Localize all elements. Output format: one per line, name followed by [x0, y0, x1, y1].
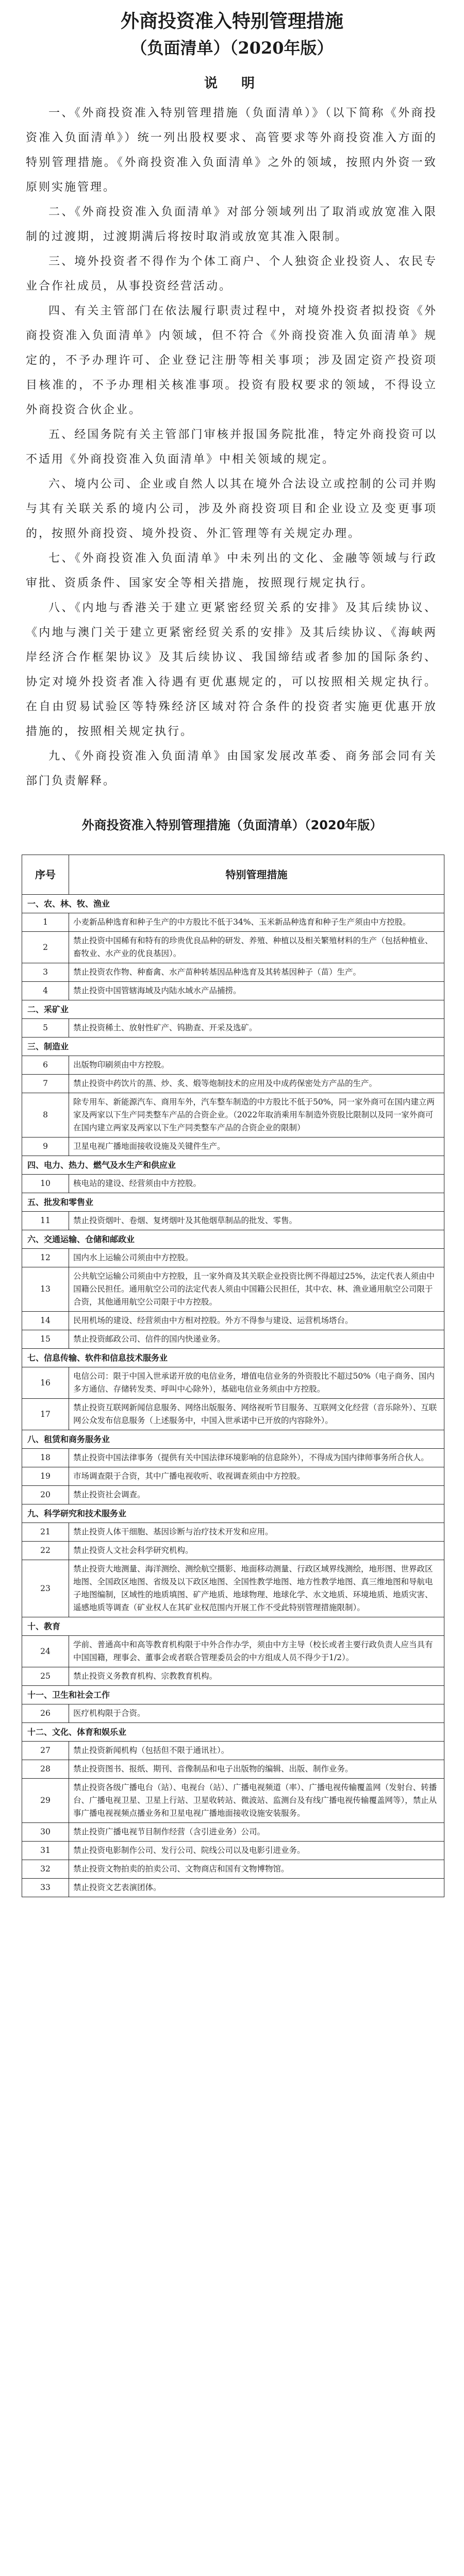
section-title: 三、制造业: [22, 1038, 444, 1056]
row-number: 22: [22, 1542, 69, 1560]
table-row: [22, 963, 444, 982]
row-number: 9: [22, 1138, 69, 1156]
section-title: 七、信息传输、软件和信息技术服务业: [22, 1349, 444, 1367]
document-title: 外商投资准入特别管理措施: [120, 10, 343, 32]
section-title: 六、交通运输、仓储和邮政业: [22, 1230, 444, 1249]
row-measure: 禁止投资广播电视节目制作经营（含引进业务）公司。: [69, 1823, 444, 1842]
row-number: 32: [22, 1860, 69, 1879]
row-measure: 禁止投资大地测量、海洋测绘、测绘航空摄影、地面移动测量、行政区域界线测绘，地形图、世界政区地图、全国政区地图、省级及以下政区地图、全国性教学地图、地方性教学地图、真三维地图和导航电子地图编制，区域性的地质填图、矿产地质、地球物理、地球化学、水文地质、环境地质、地质灾害、遥感地质等调查（矿业权人在其矿业权范围内开展工作不受此特别管理措施限制）。: [69, 1560, 444, 1617]
table-row: [22, 1449, 444, 1467]
section-row: [22, 1430, 444, 1449]
table-row: [22, 1056, 444, 1075]
explanation-paragraph: 五、经国务院有关主管部门审核并报国务院批准，特定外商投资可以不适用《外商投资准入负面清单》中相关领域的规定。: [26, 428, 437, 466]
section-title: 五、批发和零售业: [22, 1193, 444, 1212]
row-number: 23: [22, 1560, 69, 1617]
table-row: [22, 1560, 444, 1617]
row-number: 10: [22, 1175, 69, 1193]
section-title: 十一、卫生和社会工作: [22, 1686, 444, 1704]
table-row: [22, 1075, 444, 1093]
row-measure: 禁止投资人文社会科学研究机构。: [69, 1542, 444, 1560]
section-row: [22, 1156, 444, 1175]
row-measure: 禁止投资农作物、种畜禽、水产苗种转基因品种选育及其转基因种子（苗）生产。: [69, 963, 444, 982]
table-row: [22, 932, 444, 963]
row-number: 13: [22, 1267, 69, 1312]
table-row: [22, 1523, 444, 1542]
row-measure: 禁止投资中国法律事务（提供有关中国法律环境影响的信息除外），不得成为国内律师事务所合伙人。: [69, 1449, 444, 1467]
row-measure: 学前、普通高中和高等教育机构限于中外合作办学，须由中方主导（校长或者主要行政负责人应当具有中国国籍，理事会、董事会或者联合管理委员会的中方组成人员不得少于1/2）。: [69, 1636, 444, 1667]
section-row: [22, 1230, 444, 1249]
table-row: [22, 1704, 444, 1723]
table-row: [22, 913, 444, 932]
row-number: 27: [22, 1742, 69, 1760]
row-measure: 核电站的建设、经营须由中方控股。: [69, 1175, 444, 1193]
row-measure: 电信公司：限于中国入世承诺开放的电信业务，增值电信业务的外资股比不超过50%（电子商务、国内多方通信、存储转发类、呼叫中心除外），基础电信业务须由中方控股。: [69, 1367, 444, 1399]
row-number: 29: [22, 1779, 69, 1823]
table-row: [22, 1312, 444, 1330]
table-row: [22, 1486, 444, 1504]
row-number: 17: [22, 1399, 69, 1430]
table-header-row: [22, 855, 444, 895]
section-title: 四、电力、热力、燃气及水生产和供应业: [22, 1156, 444, 1175]
row-number: 4: [22, 982, 69, 1000]
table-row: [22, 1742, 444, 1760]
row-number: 7: [22, 1075, 69, 1093]
table-row: [22, 1093, 444, 1138]
section-title: 九、科学研究和技术服务业: [22, 1504, 444, 1523]
table-row: [22, 1667, 444, 1686]
row-number: 11: [22, 1212, 69, 1230]
table-row: [22, 1175, 444, 1193]
section-row: [22, 1504, 444, 1523]
row-measure: 除专用车、新能源汽车、商用车外，汽车整车制造的中方股比不低于50%，同一家外商可在国内建立两家及两家以下生产同类整车产品的合资企业。（2022年取消乘用车制造外资股比限制以及同一家外商可在国内建立两家及两家以下生产同类整车产品的合资企业的限制）: [69, 1093, 444, 1138]
row-number: 3: [22, 963, 69, 982]
table-row: [22, 1367, 444, 1399]
section-row: [22, 1349, 444, 1367]
row-number: 16: [22, 1367, 69, 1399]
explanation-paragraph: 四、有关主管部门在依法履行职责过程中，对境外投资者拟投资《外商投资准入负面清单》内领域，但不符合《外商投资准入负面清单》规定的，不予办理许可、企业登记注册等相关事项；涉及固定资产投资项目核准的，不予办理相关核准事项。投资有股权要求的领域，不得设立外商投资合伙企业。: [26, 305, 437, 416]
table-row: [22, 1779, 444, 1823]
row-number: 5: [22, 1019, 69, 1038]
section-row: [22, 895, 444, 913]
row-measure: 小麦新品种选育和种子生产的中方股比不低于34%、玉米新品种选育和种子生产须由中方控股。: [69, 913, 444, 932]
explanation-paragraphs: [22, 101, 442, 794]
row-number: 33: [22, 1879, 69, 1897]
explanation-paragraph: 七、《外商投资准入负面清单》中未列出的文化、金融等领域与行政审批、资质条件、国家安全等相关措施，按照现行规定执行。: [26, 552, 437, 590]
explanation-paragraph: 六、境内公司、企业或自然人以其在境外合法设立或控制的公司并购与其有关联关系的境内公司，涉及外商投资项目和企业设立及变更事项的，按照外商投资、境外投资、外汇管理等有关规定办理。: [26, 478, 437, 540]
section-title: 十二、文化、体育和娱乐业: [22, 1723, 444, 1742]
row-measure: 禁止投资互联网新闻信息服务、网络出版服务、网络视听节目服务、互联网文化经营（音乐除外）、互联网公众发布信息服务（上述服务中，中国入世承诺中已开放的内容除外）。: [69, 1399, 444, 1430]
row-number: 25: [22, 1667, 69, 1686]
row-measure: 禁止投资中药饮片的蒸、炒、炙、煅等炮制技术的应用及中成药保密处方产品的生产。: [69, 1075, 444, 1093]
section-row: [22, 1617, 444, 1636]
explanation-paragraph: 一、《外商投资准入特别管理措施（负面清单）》（以下简称《外商投资准入负面清单》）统一列出股权要求、高管要求等外商投资准入方面的特别管理措施。《外商投资准入负面清单》之外的领域，按照内外资一致原则实施管理。: [26, 107, 437, 194]
row-measure: 禁止投资中国稀有和特有的珍贵优良品种的研发、养殖、种植以及相关繁殖材料的生产（包括种植业、畜牧业、水产业的优良基因）。: [69, 932, 444, 963]
row-measure: 卫星电视广播地面接收设施及关键件生产。: [69, 1138, 444, 1156]
table-row: [22, 1823, 444, 1842]
row-number: 6: [22, 1056, 69, 1075]
section-row: [22, 1723, 444, 1742]
table-title: 外商投资准入特别管理措施（负面清单）（2020年版）: [81, 818, 383, 832]
table-row: [22, 1467, 444, 1486]
section-row: [22, 1038, 444, 1056]
row-number: 31: [22, 1842, 69, 1860]
row-measure: 国内水上运输公司须由中方控股。: [69, 1249, 444, 1267]
row-measure: 禁止投资烟叶、卷烟、复烤烟叶及其他烟草制品的批发、零售。: [69, 1212, 444, 1230]
row-number: 21: [22, 1523, 69, 1542]
table-row: [22, 982, 444, 1000]
row-measure: 市场调查限于合资，其中广播电视收听、收视调查须由中方控股。: [69, 1467, 444, 1486]
row-number: 19: [22, 1467, 69, 1486]
row-number: 24: [22, 1636, 69, 1667]
document-subtitle: （负面清单）（2020年版）: [130, 38, 334, 58]
row-number: 1: [22, 913, 69, 932]
row-measure: 禁止投资中国管辖海域及内陆水域水产品捕捞。: [69, 982, 444, 1000]
explanation-paragraph: 二、《外商投资准入负面清单》对部分领域列出了取消或放宽准入限制的过渡期，过渡期满后将按时取消或放宽其准入限制。: [26, 206, 437, 243]
row-measure: 禁止投资义务教育机构、宗教教育机构。: [69, 1667, 444, 1686]
row-measure: 禁止投资文艺表演团体。: [69, 1879, 444, 1897]
header-no: 序号: [22, 855, 69, 895]
table-row: [22, 1879, 444, 1897]
row-measure: 出版物印刷须由中方控股。: [69, 1056, 444, 1075]
row-number: 26: [22, 1704, 69, 1723]
table-row: [22, 1212, 444, 1230]
row-number: 20: [22, 1486, 69, 1504]
row-number: 18: [22, 1449, 69, 1467]
row-measure: 公共航空运输公司须由中方控股，且一家外商及其关联企业投资比例不得超过25%，法定代表人须由中国籍公民担任。通用航空公司的法定代表人须由中国籍公民担任，其中农、林、渔业通用航空公司限于合资，其他通用航空公司限于中方控股。: [69, 1267, 444, 1312]
explanation-paragraph: 九、《外商投资准入负面清单》由国家发展改革委、商务部会同有关部门负责解释。: [26, 750, 437, 788]
table-row: [22, 1019, 444, 1038]
explanation-paragraph: 八、《内地与香港关于建立更紧密经贸关系的安排》及其后续协议、《内地与澳门关于建立更紧密经贸关系的安排》及其后续协议、《海峡两岸经济合作框架协议》及其后续协议、我国缔结或者参加的国际条约、协定对境外投资者准入待遇有更优惠规定的，可以按照相关规定执行。在自由贸易试验区等特殊经济区域对符合条件的投资者实施更优惠开放措施的，按照相关规定执行。: [26, 601, 437, 738]
row-measure: 禁止投资新闻机构（包括但不限于通讯社）。: [69, 1742, 444, 1760]
table-row: [22, 1138, 444, 1156]
section-title: 二、采矿业: [22, 1000, 444, 1019]
section-title: 八、租赁和商务服务业: [22, 1430, 444, 1449]
table-row: [22, 1542, 444, 1560]
row-number: 8: [22, 1093, 69, 1138]
row-measure: 禁止投资社会调查。: [69, 1486, 444, 1504]
row-measure: 禁止投资文物拍卖的拍卖公司、文物商店和国有文物博物馆。: [69, 1860, 444, 1879]
row-number: 14: [22, 1312, 69, 1330]
table-row: [22, 1760, 444, 1779]
row-measure: 禁止投资各级广播电台（站）、电视台（站）、广播电视频道（率）、广播电视传输覆盖网（发射台、转播台、广播电视卫星、卫星上行站、卫星收转站、微波站、监测台及有线广播电视传输覆盖网等），禁止从事广播电视视频点播业务和卫星电视广播地面接收设施安装服务。: [69, 1779, 444, 1823]
row-measure: 禁止投资图书、报纸、期刊、音像制品和电子出版物的编辑、出版、制作业务。: [69, 1760, 444, 1779]
row-number: 30: [22, 1823, 69, 1842]
table-row: [22, 1842, 444, 1860]
explanation-heading: 说 明: [204, 76, 260, 91]
table-row: [22, 1267, 444, 1312]
section-row: [22, 1686, 444, 1704]
row-measure: 禁止投资电影制作公司、发行公司、院线公司以及电影引进业务。: [69, 1842, 444, 1860]
negative-list-table: [22, 855, 444, 1897]
table-row: [22, 1249, 444, 1267]
explanation-paragraph: 三、境外投资者不得作为个体工商户、个人独资企业投资人、农民专业合作社成员，从事投资经营活动。: [26, 255, 437, 293]
header-measure: 特别管理措施: [69, 855, 444, 895]
row-number: 28: [22, 1760, 69, 1779]
section-row: [22, 1193, 444, 1212]
row-measure: 禁止投资稀土、放射性矿产、钨勘查、开采及选矿。: [69, 1019, 444, 1038]
section-title: 十、教育: [22, 1617, 444, 1636]
row-measure: 禁止投资人体干细胞、基因诊断与治疗技术开发和应用。: [69, 1523, 444, 1542]
section-title: 一、农、林、牧、渔业: [22, 895, 444, 913]
row-measure: 禁止投资邮政公司、信件的国内快递业务。: [69, 1330, 444, 1349]
row-number: 2: [22, 932, 69, 963]
table-row: [22, 1399, 444, 1430]
table-row: [22, 1636, 444, 1667]
row-number: 12: [22, 1249, 69, 1267]
row-measure: 民用机场的建设、经营须由中方相对控股。外方不得参与建设、运营机场塔台。: [69, 1312, 444, 1330]
row-measure: 医疗机构限于合资。: [69, 1704, 444, 1723]
row-number: 15: [22, 1330, 69, 1349]
section-row: [22, 1000, 444, 1019]
table-row: [22, 1860, 444, 1879]
table-row: [22, 1330, 444, 1349]
